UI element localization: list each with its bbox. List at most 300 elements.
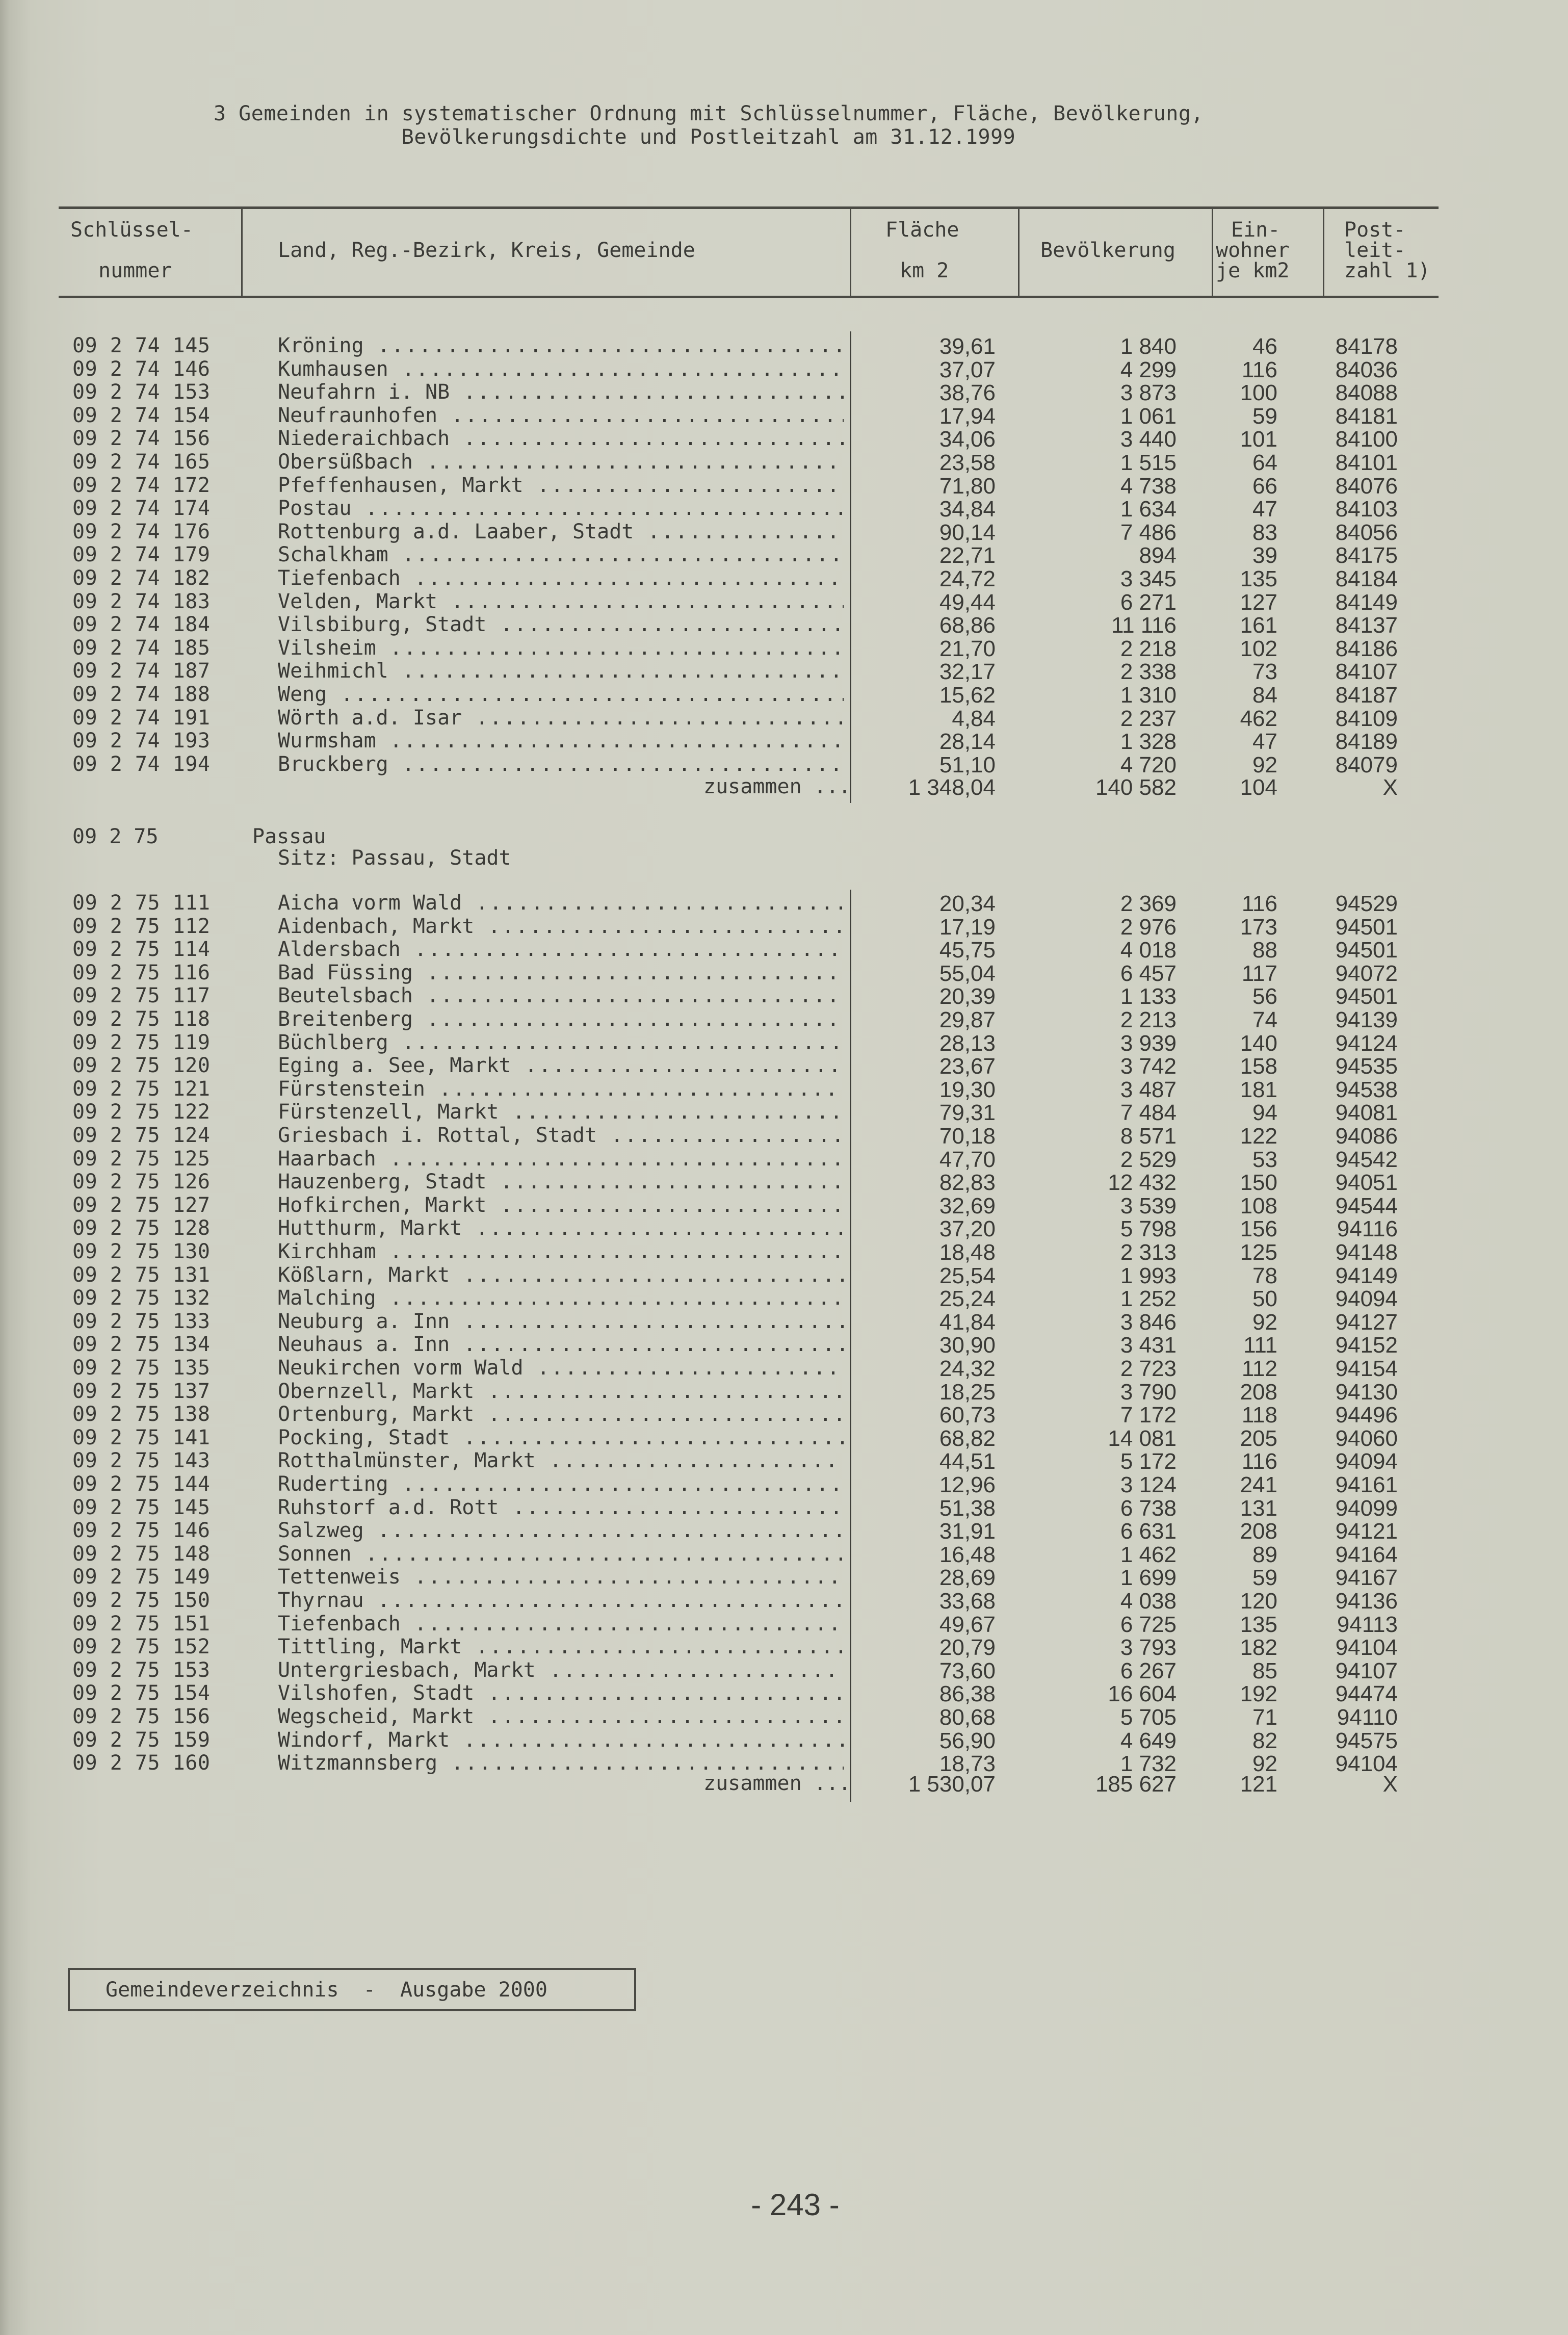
table-row: [0, 1589, 1568, 1612]
population: 1 462: [1120, 1542, 1177, 1567]
table-row: [0, 753, 1568, 776]
table-row: [0, 1542, 1568, 1566]
municipality-key: 09 2 75 132: [72, 1286, 211, 1310]
municipality-key: 09 2 75 138: [72, 1403, 211, 1426]
table-row: [0, 1077, 1568, 1101]
district-seat: Sitz: Passau, Stadt: [278, 846, 511, 870]
population: 5 172: [1120, 1449, 1177, 1474]
municipality-key: 09 2 75 130: [72, 1240, 211, 1263]
population: 4 720: [1120, 752, 1177, 777]
area-km2: 80,68: [939, 1705, 996, 1730]
area-km2: 79,31: [939, 1100, 996, 1126]
population: 2 313: [1120, 1240, 1177, 1265]
postal-code: 94094: [1335, 1286, 1398, 1312]
municipality-key: 09 2 75 145: [72, 1495, 211, 1519]
postal-code: 94136: [1335, 1589, 1398, 1614]
population-density: 92: [1252, 1309, 1277, 1335]
area-km2: 28,13: [939, 1030, 996, 1056]
population: 5 705: [1120, 1705, 1177, 1730]
area-km2: 24,72: [939, 566, 996, 591]
total-population: 140 582: [1095, 775, 1177, 800]
population: 7 486: [1120, 520, 1177, 545]
postal-code: 94496: [1335, 1403, 1398, 1428]
postal-code: 94154: [1335, 1356, 1398, 1381]
area-km2: 60,73: [939, 1403, 996, 1428]
municipality-key: 09 2 75 150: [72, 1589, 211, 1612]
population: 1 634: [1120, 497, 1177, 522]
area-km2: 17,94: [939, 403, 996, 429]
municipality-name: Witzmannsberg .....: [278, 1751, 844, 1775]
total-row: [0, 775, 1568, 798]
municipality-key: 09 2 75 134: [72, 1333, 211, 1357]
total-density: 121: [1240, 1772, 1277, 1797]
table-row: [0, 636, 1568, 660]
table-row: [0, 1147, 1568, 1171]
total-row: [0, 1772, 1568, 1795]
municipality-name: Weng .....: [278, 683, 844, 706]
postal-code: 84036: [1335, 357, 1398, 382]
population: 1 732: [1120, 1751, 1177, 1777]
population-density: 241: [1240, 1472, 1277, 1497]
header-area-line1: Fläche: [885, 218, 959, 242]
population-density: 111: [1243, 1333, 1277, 1358]
population-density: 92: [1252, 752, 1277, 777]
municipality-key: 09 2 74 156: [72, 427, 211, 451]
area-km2: 68,82: [939, 1425, 996, 1451]
postal-code: 94110: [1337, 1705, 1398, 1730]
population: 1 133: [1120, 984, 1177, 1009]
municipality-key: 09 2 75 159: [72, 1728, 211, 1752]
postal-code: 94104: [1335, 1751, 1398, 1777]
municipality-name: Ortenburg, Markt .....: [278, 1403, 844, 1426]
population-density: 150: [1240, 1170, 1277, 1196]
population-density: 78: [1252, 1263, 1277, 1288]
population-density: 120: [1240, 1589, 1277, 1614]
municipality-key: 09 2 75 151: [72, 1612, 211, 1636]
population-density: 158: [1240, 1054, 1277, 1079]
municipality-name: Eging a. See, Markt .....: [278, 1054, 844, 1077]
area-km2: 73,60: [939, 1658, 996, 1683]
postal-code: 94130: [1335, 1379, 1398, 1405]
area-km2: 23,58: [939, 450, 996, 475]
municipality-name: Aidenbach, Markt .....: [278, 915, 844, 938]
municipality-name: Thyrnau .....: [278, 1589, 844, 1612]
municipality-key: 09 2 74 146: [72, 357, 211, 381]
area-km2: 21,70: [939, 636, 996, 661]
postal-code: 94094: [1335, 1449, 1398, 1474]
population-density: 83: [1252, 520, 1277, 545]
postal-code: 94538: [1335, 1077, 1398, 1102]
table-row: [0, 1333, 1568, 1356]
municipality-key: 09 2 75 141: [72, 1425, 211, 1449]
population-density: 59: [1252, 1565, 1277, 1591]
municipality-name: Neuhaus a. Inn .....: [278, 1333, 844, 1356]
postal-code: 94149: [1335, 1263, 1398, 1288]
population: 1 310: [1120, 683, 1177, 708]
area-km2: 25,24: [939, 1286, 996, 1312]
postal-code: 94060: [1335, 1425, 1398, 1451]
area-km2: 47,70: [939, 1147, 996, 1172]
population: 3 742: [1120, 1054, 1177, 1079]
population: 8 571: [1120, 1124, 1177, 1149]
population-density: 118: [1241, 1403, 1277, 1428]
area-km2: 19,30: [939, 1077, 996, 1102]
population-density: 94: [1252, 1100, 1277, 1126]
municipality-key: 09 2 74 184: [72, 613, 211, 637]
population: 1 515: [1120, 450, 1177, 475]
header-divider: [1018, 209, 1020, 296]
total-area: 1 530,07: [908, 1772, 996, 1797]
population-density: 108: [1240, 1193, 1277, 1218]
table-row: [0, 1240, 1568, 1263]
table-row: [0, 961, 1568, 984]
municipality-key: 09 2 75 144: [72, 1472, 211, 1496]
total-plz: X: [1382, 1772, 1398, 1797]
population: 3 487: [1120, 1077, 1177, 1102]
area-km2: 23,67: [939, 1054, 996, 1079]
table-row: [0, 357, 1568, 381]
municipality-name: Büchlberg .....: [278, 1031, 844, 1054]
population-density: 117: [1241, 961, 1277, 986]
table-row: [0, 683, 1568, 706]
table-row: [0, 706, 1568, 730]
population: 1 061: [1120, 403, 1177, 429]
municipality-name: Neuburg a. Inn .....: [278, 1310, 844, 1333]
municipality-key: 09 2 74 154: [72, 403, 211, 427]
postal-code: 94113: [1337, 1612, 1398, 1637]
area-km2: 51,10: [939, 752, 996, 777]
table-row: [0, 1635, 1568, 1661]
header-density-line2: wohner: [1216, 239, 1290, 262]
area-km2: 44,51: [939, 1449, 996, 1474]
area-km2: 68,86: [939, 613, 996, 638]
population: 7 172: [1120, 1403, 1177, 1428]
population-density: 102: [1240, 636, 1277, 661]
area-km2: 90,14: [939, 520, 996, 545]
area-km2: 17,19: [939, 914, 996, 940]
area-km2: 82,83: [939, 1170, 996, 1196]
postal-code: 94575: [1335, 1728, 1398, 1753]
postal-code: 94529: [1335, 891, 1398, 916]
area-km2: 37,07: [939, 357, 996, 382]
area-km2: 28,69: [939, 1565, 996, 1591]
population: 6 271: [1120, 589, 1177, 615]
municipality-name: Kumhausen .....: [278, 357, 844, 381]
table-row: [0, 984, 1568, 1007]
population: 3 793: [1120, 1635, 1177, 1661]
area-km2: 49,67: [939, 1612, 996, 1637]
municipality-name: Windorf, Markt .....: [278, 1728, 844, 1752]
table-row: [0, 915, 1568, 938]
municipality-name: Hutthurm, Markt .....: [278, 1216, 844, 1240]
population-density: 181: [1240, 1077, 1277, 1102]
population: 2 338: [1120, 659, 1177, 685]
table-row: [0, 1519, 1568, 1542]
municipality-key: 09 2 75 137: [72, 1379, 211, 1403]
postal-code: 84076: [1335, 473, 1398, 499]
municipality-key: 09 2 75 149: [72, 1565, 211, 1589]
municipality-name: Tittling, Markt .....: [278, 1635, 844, 1658]
page-title-line-1: 3 Gemeinden in systematischer Ordnung mit Schlüsselnummer, Fläche, Bevölkerung,: [214, 102, 1204, 125]
municipality-key: 09 2 74 193: [72, 729, 211, 753]
area-km2: 41,84: [939, 1309, 996, 1335]
header-density-line1: Ein-: [1231, 218, 1280, 242]
area-km2: 49,44: [939, 589, 996, 615]
population: 4 299: [1120, 357, 1177, 382]
area-km2: 32,69: [939, 1193, 996, 1218]
municipality-key: 09 2 75 133: [72, 1309, 211, 1333]
area-km2: 56,90: [939, 1728, 996, 1753]
population-density: 140: [1240, 1030, 1277, 1056]
postal-code: 94072: [1335, 961, 1398, 986]
postal-code: 84186: [1335, 636, 1398, 661]
publication-box: [68, 1968, 636, 2011]
total-label: zusammen ...: [703, 775, 851, 798]
population: 3 539: [1120, 1193, 1177, 1218]
population-density: 173: [1240, 914, 1277, 940]
postal-code: 94148: [1335, 1240, 1398, 1265]
table-row: [0, 1449, 1568, 1472]
population-density: 82: [1252, 1728, 1277, 1753]
area-km2: 31,91: [939, 1519, 996, 1544]
table-row: [0, 1681, 1568, 1705]
municipality-name: Ruderting .....: [278, 1472, 844, 1496]
population-density: 125: [1240, 1240, 1277, 1265]
header-plz-line3: zahl 1): [1344, 259, 1430, 282]
area-km2: 30,90: [939, 1333, 996, 1358]
municipality-key: 09 2 75 160: [72, 1751, 211, 1775]
population-density: 116: [1241, 357, 1277, 382]
header-divider: [241, 209, 243, 296]
area-km2: 55,04: [939, 961, 996, 986]
total-plz: X: [1382, 775, 1398, 800]
population-density: 127: [1240, 589, 1277, 615]
municipality-name: Schalkham .....: [278, 543, 844, 566]
postal-code: 94086: [1335, 1124, 1398, 1149]
municipality-key: 09 2 75 121: [72, 1077, 211, 1101]
population: 3 440: [1120, 427, 1177, 452]
postal-code: 94501: [1335, 938, 1398, 963]
municipality-key: 09 2 75 127: [72, 1193, 211, 1217]
population-density: 50: [1252, 1286, 1277, 1312]
population: 4 738: [1120, 473, 1177, 499]
population-density: 462: [1240, 706, 1277, 731]
population-density: 161: [1240, 613, 1277, 638]
population-density: 88: [1252, 938, 1277, 963]
municipality-name: Untergriesbach, Markt .....: [278, 1658, 844, 1682]
postal-code: 94116: [1337, 1216, 1398, 1242]
postal-code: 94104: [1335, 1635, 1398, 1661]
municipality-key: 09 2 75 135: [72, 1356, 211, 1380]
municipality-key: 09 2 75 124: [72, 1124, 211, 1147]
table-row: [0, 427, 1568, 450]
page-number: - 243 -: [751, 2188, 840, 2222]
postal-code: 84178: [1335, 334, 1398, 359]
population-density: 66: [1252, 473, 1277, 499]
table-row: [0, 566, 1568, 590]
municipality-key: 09 2 74 194: [72, 752, 211, 776]
municipality-name: Kößlarn, Markt .....: [278, 1263, 844, 1287]
postal-code: 94099: [1335, 1495, 1398, 1521]
municipality-key: 09 2 75 152: [72, 1635, 211, 1659]
population-density: 53: [1252, 1147, 1277, 1172]
municipality-key: 09 2 75 118: [72, 1007, 211, 1031]
population-density: 100: [1240, 380, 1277, 406]
population: 1 328: [1120, 729, 1177, 755]
municipality-name: Beutelsbach .....: [278, 984, 844, 1007]
area-km2: 28,14: [939, 729, 996, 755]
postal-code: 94544: [1335, 1193, 1398, 1218]
area-km2: 70,18: [939, 1124, 996, 1149]
municipality-key: 09 2 75 128: [72, 1216, 211, 1240]
municipality-key: 09 2 75 143: [72, 1449, 211, 1473]
population: 3 939: [1120, 1030, 1177, 1056]
area-km2: 71,80: [939, 473, 996, 499]
population-density: 192: [1240, 1681, 1277, 1707]
area-km2: 38,76: [939, 380, 996, 406]
municipality-name: Bad Füssing .....: [278, 961, 844, 984]
table-row: [0, 1054, 1568, 1077]
postal-code: 94139: [1335, 1007, 1398, 1032]
population: 1 252: [1120, 1286, 1177, 1312]
municipality-key: 09 2 75 117: [72, 984, 211, 1008]
municipality-key: 09 2 75 112: [72, 914, 211, 938]
municipality-name: Obernzell, Markt .....: [278, 1380, 844, 1403]
area-km2: 34,06: [939, 427, 996, 452]
municipality-name: Wörth a.d. Isar .....: [278, 706, 844, 730]
municipality-key: 09 2 75 148: [72, 1542, 211, 1566]
municipality-name: Bruckberg .....: [278, 753, 844, 776]
municipality-key: 09 2 75 119: [72, 1030, 211, 1054]
table-row: [0, 1705, 1568, 1728]
population-density: 71: [1252, 1705, 1277, 1730]
municipality-name: Kröning .....: [278, 334, 844, 357]
postal-code: 84101: [1335, 450, 1398, 475]
population: 3 790: [1120, 1379, 1177, 1405]
population: 3 846: [1120, 1309, 1177, 1335]
population-density: 116: [1241, 891, 1277, 916]
postal-code: 94501: [1335, 914, 1398, 940]
header-name: Land, Reg.-Bezirk, Kreis, Gemeinde: [278, 239, 695, 262]
postal-code: 94107: [1335, 1658, 1398, 1683]
table-row: [0, 1007, 1568, 1031]
municipality-name: Tettenweis .....: [278, 1565, 844, 1589]
table-row: [0, 1496, 1568, 1519]
population: 4 649: [1120, 1728, 1177, 1753]
population: 1 840: [1120, 334, 1177, 359]
table-row: [0, 1170, 1568, 1194]
postal-code: 84149: [1335, 589, 1398, 615]
population: 2 218: [1120, 636, 1177, 661]
municipality-key: 09 2 75 120: [72, 1054, 211, 1078]
district-key: 09 2 75: [72, 825, 159, 848]
municipality-name: Weihmichl .....: [278, 659, 844, 683]
population: 1 699: [1120, 1565, 1177, 1591]
postal-code: 84107: [1335, 659, 1398, 685]
population-density: 208: [1240, 1379, 1277, 1405]
population: 2 369: [1120, 891, 1177, 916]
table-row: [0, 1031, 1568, 1054]
table-header: [59, 206, 1439, 298]
population: 3 873: [1120, 380, 1177, 406]
population: 2 213: [1120, 1007, 1177, 1032]
municipality-key: 09 2 74 179: [72, 543, 211, 567]
header-plz-line1: Post-: [1344, 218, 1406, 242]
population-density: 135: [1240, 1612, 1277, 1637]
header-plz-line2: leit-: [1344, 239, 1406, 262]
municipality-key: 09 2 75 131: [72, 1263, 211, 1287]
municipality-name: Aldersbach .....: [278, 938, 844, 961]
municipality-key: 09 2 74 174: [72, 497, 211, 521]
header-key-line1: Schlüssel-: [70, 218, 193, 242]
area-km2: 15,62: [939, 683, 996, 708]
postal-code: 84100: [1335, 427, 1398, 452]
population-density: 182: [1240, 1635, 1277, 1661]
population: 3 124: [1120, 1472, 1177, 1497]
postal-code: 94164: [1335, 1542, 1398, 1567]
table-row: [0, 1658, 1568, 1682]
table-row: [0, 729, 1568, 753]
population: 16 604: [1108, 1681, 1177, 1707]
municipality-name: Hofkirchen, Markt .....: [278, 1194, 844, 1217]
table-row: [0, 1286, 1568, 1310]
population-density: 84: [1252, 683, 1277, 708]
population: 2 723: [1120, 1356, 1177, 1381]
population: 2 976: [1120, 914, 1177, 940]
postal-code: 84189: [1335, 729, 1398, 755]
district-name: Passau: [252, 825, 326, 848]
table-row: [0, 1310, 1568, 1333]
municipality-key: 09 2 74 153: [72, 380, 211, 404]
area-km2: 20,39: [939, 984, 996, 1009]
postal-code: 84137: [1335, 613, 1398, 638]
table-row: [0, 891, 1568, 915]
area-km2: 18,25: [939, 1379, 996, 1405]
area-km2: 24,32: [939, 1356, 996, 1381]
postal-code: 94542: [1335, 1147, 1398, 1172]
municipality-key: 09 2 75 122: [72, 1100, 211, 1124]
population-density: 47: [1252, 497, 1277, 522]
postal-code: 84187: [1335, 683, 1398, 708]
municipality-name: Velden, Markt .....: [278, 590, 844, 613]
municipality-name: Hauzenberg, Stadt .....: [278, 1170, 844, 1194]
municipality-key: 09 2 75 146: [72, 1519, 211, 1543]
municipality-name: Kirchham .....: [278, 1240, 844, 1263]
population-density: 135: [1240, 566, 1277, 591]
municipality-key: 09 2 74 165: [72, 450, 211, 474]
postal-code: 94501: [1335, 984, 1398, 1009]
population-density: 131: [1240, 1495, 1277, 1521]
municipality-key: 09 2 74 185: [72, 636, 211, 660]
municipality-key: 09 2 74 182: [72, 566, 211, 590]
municipality-key: 09 2 75 153: [72, 1658, 211, 1682]
header-divider: [1323, 209, 1324, 296]
table-row: [0, 474, 1568, 497]
population: 11 116: [1111, 613, 1177, 638]
municipality-name: Fürstenzell, Markt .....: [278, 1100, 844, 1124]
table-row: [0, 1216, 1568, 1240]
population-density: 156: [1240, 1216, 1277, 1242]
header-density-line3: je km2: [1216, 259, 1290, 282]
table-row: [0, 1426, 1568, 1449]
population-density: 208: [1240, 1519, 1277, 1544]
population-density: 92: [1252, 1751, 1277, 1777]
postal-code: 94051: [1335, 1170, 1398, 1196]
municipality-key: 09 2 75 114: [72, 938, 211, 962]
municipality-name: Neufahrn i. NB .....: [278, 380, 844, 404]
municipality-name: Rotthalmünster, Markt .....: [278, 1449, 844, 1472]
population-density: 73: [1252, 659, 1277, 685]
